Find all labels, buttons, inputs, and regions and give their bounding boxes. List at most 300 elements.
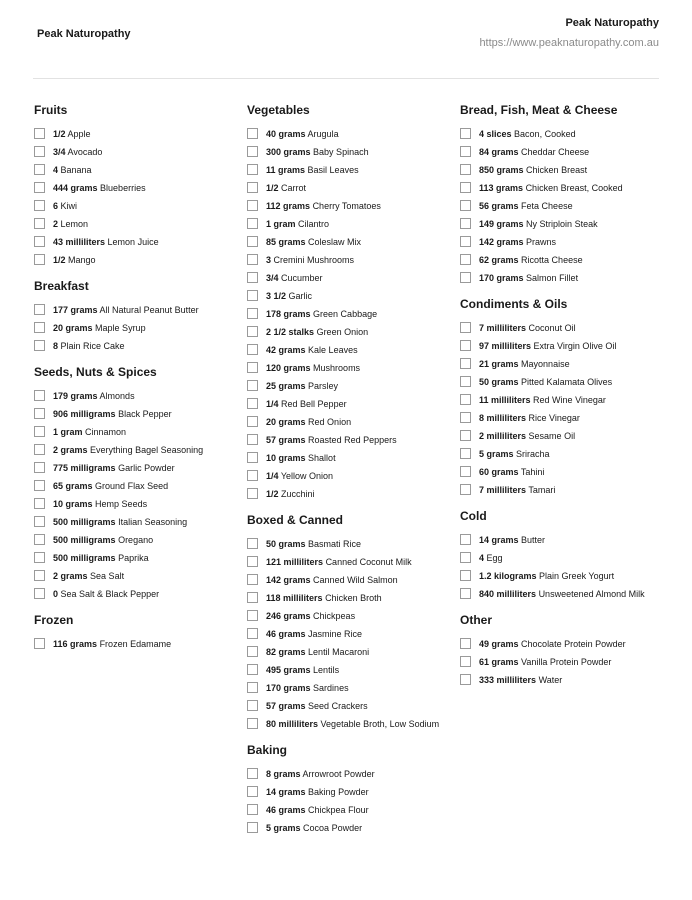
item-text: [266, 254, 354, 266]
section-title: Bread, Fish, Meat & Cheese: [460, 103, 618, 117]
item-name: Chicken Broth: [325, 593, 382, 603]
item-text: [479, 484, 555, 496]
item-name: Sea Salt & Black Pepper: [60, 589, 160, 599]
item-quantity: 49 grams: [479, 639, 519, 649]
item-text: [266, 574, 398, 586]
item-quantity: 65 grams: [53, 481, 93, 491]
list-item: [247, 470, 459, 482]
item-checkbox[interactable]: [34, 146, 45, 157]
item-text: [53, 408, 172, 420]
item-checkbox[interactable]: [247, 682, 258, 693]
item-quantity: 1/2: [53, 129, 66, 139]
item-checkbox[interactable]: [460, 236, 471, 247]
item-checkbox[interactable]: [34, 304, 45, 315]
list-item: [247, 574, 459, 586]
list-item: [247, 218, 459, 230]
item-checkbox[interactable]: [247, 128, 258, 139]
section-title: Breakfast: [34, 279, 89, 293]
item-checkbox[interactable]: [247, 452, 258, 463]
list-item: [460, 552, 665, 564]
item-text: [266, 538, 361, 550]
item-quantity: 500 milligrams: [53, 535, 116, 545]
list-item: [247, 804, 459, 816]
item-checkbox[interactable]: [460, 448, 471, 459]
list-item: [34, 182, 246, 194]
item-checkbox[interactable]: [247, 344, 258, 355]
item-name: Pitted Kalamata Olives: [521, 377, 613, 387]
item-checkbox[interactable]: [247, 362, 258, 373]
item-checkbox[interactable]: [460, 358, 471, 369]
item-name: Red Bell Pepper: [281, 399, 347, 409]
item-checkbox[interactable]: [460, 182, 471, 193]
item-quantity: 2 milliliters: [479, 431, 527, 441]
list-item: [247, 628, 459, 640]
item-name: Parsley: [308, 381, 339, 391]
item-checkbox[interactable]: [34, 340, 45, 351]
item-quantity: 3/4: [53, 147, 66, 157]
item-checkbox[interactable]: [34, 200, 45, 211]
item-text: [53, 128, 91, 140]
item-text: [479, 182, 623, 194]
item-checkbox[interactable]: [460, 322, 471, 333]
item-checkbox[interactable]: [34, 516, 45, 527]
item-text: [53, 218, 88, 230]
header-url[interactable]: https://www.peaknaturopathy.com.au: [479, 37, 659, 49]
list-item: [460, 466, 665, 478]
item-quantity: 121 milliliters: [266, 557, 324, 567]
item-checkbox[interactable]: [34, 534, 45, 545]
item-quantity: 2 grams: [53, 445, 88, 455]
list-item: [460, 412, 665, 424]
list-item: [460, 236, 665, 248]
item-name: Garlic Powder: [118, 463, 175, 473]
item-name: Bacon, Cooked: [514, 129, 576, 139]
item-text: [266, 128, 339, 140]
item-text: [266, 164, 359, 176]
item-quantity: 1/4: [266, 399, 279, 409]
item-checkbox[interactable]: [34, 128, 45, 139]
list-item: [460, 358, 665, 370]
item-text: [266, 218, 329, 230]
list-item: [247, 786, 459, 798]
item-checkbox[interactable]: [247, 218, 258, 229]
header-divider: [33, 78, 659, 79]
list-item: [460, 200, 665, 212]
item-checkbox[interactable]: [247, 768, 258, 779]
item-quantity: 0: [53, 589, 59, 599]
item-name: Oregano: [118, 535, 154, 545]
item-name: Kiwi: [60, 201, 78, 211]
item-checkbox[interactable]: [247, 272, 258, 283]
item-quantity: 40 grams: [266, 129, 306, 139]
section: [460, 103, 665, 284]
item-checkbox[interactable]: [247, 308, 258, 319]
item-name: Jasmine Rice: [308, 629, 363, 639]
item-name: Lentils: [313, 665, 340, 675]
list-item: [247, 718, 459, 730]
item-name: Seed Crackers: [308, 701, 368, 711]
item-quantity: 14 grams: [266, 787, 306, 797]
item-checkbox[interactable]: [460, 430, 471, 441]
list-item: [247, 556, 459, 568]
item-name: Cremini Mushrooms: [273, 255, 355, 265]
list-item: [247, 326, 459, 338]
item-text: [479, 534, 545, 546]
item-quantity: 1/2: [266, 489, 279, 499]
item-quantity: 906 milligrams: [53, 409, 116, 419]
item-checkbox[interactable]: [34, 390, 45, 401]
list-item: [460, 674, 665, 686]
list-item: [34, 200, 246, 212]
item-quantity: 57 grams: [266, 701, 306, 711]
item-checkbox[interactable]: [460, 588, 471, 599]
list-item: [460, 340, 665, 352]
item-quantity: 85 grams: [266, 237, 306, 247]
list-item: [247, 822, 459, 834]
list-item: [247, 398, 459, 410]
item-text: [479, 322, 576, 334]
section-title: Cold: [460, 509, 487, 523]
item-checkbox[interactable]: [34, 322, 45, 333]
item-text: [53, 426, 126, 438]
list-item: [247, 200, 459, 212]
item-text: [266, 362, 360, 374]
item-text: [479, 218, 598, 230]
item-quantity: 97 milliliters: [479, 341, 532, 351]
list-item: [247, 290, 459, 302]
list-item: [460, 128, 665, 140]
section: [460, 613, 665, 686]
item-checkbox[interactable]: [247, 254, 258, 265]
list-item: [34, 304, 246, 316]
item-quantity: 56 grams: [479, 201, 519, 211]
list-item: [34, 218, 246, 230]
item-checkbox[interactable]: [247, 786, 258, 797]
list-item: [460, 376, 665, 388]
item-text: [479, 146, 589, 158]
item-checkbox[interactable]: [247, 380, 258, 391]
item-checkbox[interactable]: [34, 408, 45, 419]
item-name: Tahini: [520, 467, 545, 477]
section-title: Other: [460, 613, 493, 627]
item-checkbox[interactable]: [460, 638, 471, 649]
item-name: Chicken Breast: [526, 165, 588, 175]
item-text: [266, 146, 369, 158]
item-checkbox[interactable]: [460, 254, 471, 265]
item-name: Red Wine Vinegar: [533, 395, 606, 405]
list-item: [34, 444, 246, 456]
item-checkbox[interactable]: [460, 272, 471, 283]
item-checkbox[interactable]: [34, 638, 45, 649]
item-name: Arugula: [307, 129, 339, 139]
item-checkbox[interactable]: [460, 412, 471, 423]
item-name: Mango: [68, 255, 96, 265]
item-checkbox[interactable]: [247, 434, 258, 445]
item-quantity: 170 grams: [266, 683, 311, 693]
item-checkbox[interactable]: [247, 200, 258, 211]
item-text: [479, 412, 580, 424]
item-text: [53, 304, 199, 316]
list-item: [247, 682, 459, 694]
item-text: [266, 768, 375, 780]
item-checkbox[interactable]: [34, 480, 45, 491]
item-text: [479, 340, 616, 352]
item-checkbox[interactable]: [247, 538, 258, 549]
item-checkbox[interactable]: [247, 804, 258, 815]
item-text: [266, 416, 351, 428]
item-quantity: 179 grams: [53, 391, 98, 401]
item-name: Roasted Red Peppers: [308, 435, 397, 445]
item-name: Canned Wild Salmon: [313, 575, 398, 585]
item-text: [53, 182, 146, 194]
item-quantity: 4: [53, 165, 59, 175]
item-quantity: 7 milliliters: [479, 323, 527, 333]
section-title: Seeds, Nuts & Spices: [34, 365, 157, 379]
item-checkbox[interactable]: [460, 340, 471, 351]
item-checkbox[interactable]: [247, 592, 258, 603]
item-name: Chickpeas: [313, 611, 356, 621]
item-text: [53, 254, 96, 266]
item-checkbox[interactable]: [247, 146, 258, 157]
column-1: [34, 103, 246, 663]
list-item: [34, 146, 246, 158]
item-name: Ny Striploin Steak: [526, 219, 598, 229]
item-checkbox[interactable]: [460, 674, 471, 685]
item-text: [53, 552, 149, 564]
section-title: Baking: [247, 743, 288, 757]
item-quantity: 246 grams: [266, 611, 311, 621]
item-name: Basmati Rice: [308, 539, 362, 549]
item-name: Green Onion: [316, 327, 369, 337]
item-name: Zucchini: [281, 489, 315, 499]
item-quantity: 7 milliliters: [479, 485, 527, 495]
list-item: [34, 128, 246, 140]
item-name: Salmon Fillet: [526, 273, 579, 283]
item-checkbox[interactable]: [460, 484, 471, 495]
item-name: Baking Powder: [308, 787, 369, 797]
list-item: [460, 656, 665, 668]
section: [34, 103, 246, 266]
header-info: [479, 17, 659, 49]
item-text: [479, 200, 573, 212]
list-item: [34, 236, 246, 248]
item-name: Unsweetened Almond Milk: [538, 589, 645, 599]
item-name: Chicken Breast, Cooked: [525, 183, 623, 193]
item-name: Mayonnaise: [521, 359, 570, 369]
item-text: [53, 200, 77, 212]
item-name: Garlic: [288, 291, 313, 301]
item-checkbox[interactable]: [34, 218, 45, 229]
item-checkbox[interactable]: [247, 470, 258, 481]
item-name: Canned Coconut Milk: [325, 557, 412, 567]
item-checkbox[interactable]: [460, 534, 471, 545]
item-quantity: 50 grams: [479, 377, 519, 387]
item-name: Banana: [60, 165, 92, 175]
item-checkbox[interactable]: [460, 200, 471, 211]
item-checkbox[interactable]: [460, 376, 471, 387]
item-checkbox[interactable]: [34, 236, 45, 247]
item-checkbox[interactable]: [460, 218, 471, 229]
item-text: [53, 444, 203, 456]
item-name: Maple Syrup: [95, 323, 146, 333]
item-text: [53, 516, 187, 528]
item-checkbox[interactable]: [247, 610, 258, 621]
item-quantity: 178 grams: [266, 309, 311, 319]
item-name: Paprika: [118, 553, 149, 563]
item-checkbox[interactable]: [34, 444, 45, 455]
item-checkbox[interactable]: [460, 164, 471, 175]
item-checkbox[interactable]: [247, 164, 258, 175]
item-checkbox[interactable]: [247, 290, 258, 301]
item-text: [479, 656, 611, 668]
item-quantity: 120 grams: [266, 363, 311, 373]
item-text: [266, 236, 361, 248]
item-checkbox[interactable]: [247, 718, 258, 729]
item-checkbox[interactable]: [34, 552, 45, 563]
item-name: Extra Virgin Olive Oil: [533, 341, 617, 351]
item-text: [53, 164, 92, 176]
list-item: [247, 452, 459, 464]
item-checkbox[interactable]: [34, 254, 45, 265]
item-name: Cucumber: [281, 273, 323, 283]
item-text: [479, 358, 570, 370]
column-2: [247, 103, 459, 847]
list-item: [34, 638, 246, 650]
item-checkbox[interactable]: [34, 570, 45, 581]
item-name: Egg: [486, 553, 503, 563]
item-name: Lemon: [60, 219, 89, 229]
item-quantity: 8 grams: [266, 769, 301, 779]
item-name: Everything Bagel Seasoning: [90, 445, 204, 455]
item-quantity: 21 grams: [479, 359, 519, 369]
item-checkbox[interactable]: [247, 182, 258, 193]
list-item: [247, 146, 459, 158]
item-quantity: 333 milliliters: [479, 675, 537, 685]
item-checkbox[interactable]: [247, 822, 258, 833]
item-quantity: 1 gram: [53, 427, 83, 437]
item-checkbox[interactable]: [460, 552, 471, 563]
list-item: [247, 380, 459, 392]
item-name: Cilantro: [298, 219, 330, 229]
item-name: Sea Salt: [90, 571, 125, 581]
list-item: [247, 416, 459, 428]
item-name: Chickpea Flour: [308, 805, 369, 815]
item-text: [479, 430, 575, 442]
item-quantity: 142 grams: [479, 237, 524, 247]
item-checkbox[interactable]: [247, 574, 258, 585]
item-name: Hemp Seeds: [95, 499, 148, 509]
item-quantity: 177 grams: [53, 305, 98, 315]
item-text: [266, 786, 369, 798]
item-checkbox[interactable]: [34, 498, 45, 509]
list-item: [460, 146, 665, 158]
item-quantity: 112 grams: [266, 201, 311, 211]
list-item: [460, 254, 665, 266]
item-checkbox[interactable]: [247, 664, 258, 675]
item-name: Cheddar Cheese: [521, 147, 590, 157]
item-text: [479, 466, 544, 478]
item-text: [479, 674, 562, 686]
item-checkbox[interactable]: [247, 398, 258, 409]
item-checkbox[interactable]: [460, 128, 471, 139]
item-quantity: 11 grams: [266, 165, 306, 175]
item-checkbox[interactable]: [247, 646, 258, 657]
item-checkbox[interactable]: [247, 326, 258, 337]
item-text: [266, 326, 368, 338]
item-text: [53, 462, 175, 474]
item-quantity: 300 grams: [266, 147, 311, 157]
item-name: Coconut Oil: [528, 323, 576, 333]
item-checkbox[interactable]: [460, 466, 471, 477]
list-item: [460, 484, 665, 496]
item-quantity: 80 milliliters: [266, 719, 319, 729]
item-text: [479, 552, 503, 564]
item-name: All Natural Peanut Butter: [99, 305, 199, 315]
list-item: [34, 462, 246, 474]
item-checkbox[interactable]: [247, 628, 258, 639]
item-quantity: 2 grams: [53, 571, 88, 581]
item-checkbox[interactable]: [34, 182, 45, 193]
section: [34, 365, 246, 600]
item-checkbox[interactable]: [247, 488, 258, 499]
list-item: [247, 488, 459, 500]
item-checkbox[interactable]: [460, 394, 471, 405]
item-quantity: 11 milliliters: [479, 395, 531, 405]
list-item: [34, 390, 246, 402]
list-item: [247, 700, 459, 712]
item-checkbox[interactable]: [34, 462, 45, 473]
item-name: Arrowroot Powder: [302, 769, 375, 779]
list-item: [34, 426, 246, 438]
item-text: [479, 128, 576, 140]
item-name: Sriracha: [516, 449, 550, 459]
list-item: [34, 408, 246, 420]
item-name: Ground Flax Seed: [95, 481, 169, 491]
item-checkbox[interactable]: [247, 700, 258, 711]
item-quantity: 10 grams: [266, 453, 306, 463]
list-item: [247, 768, 459, 780]
item-checkbox[interactable]: [34, 164, 45, 175]
item-checkbox[interactable]: [460, 570, 471, 581]
brand-name: Peak Naturopathy: [37, 28, 131, 40]
item-checkbox[interactable]: [34, 588, 45, 599]
item-name: Black Pepper: [118, 409, 172, 419]
item-quantity: 775 milligrams: [53, 463, 116, 473]
item-checkbox[interactable]: [247, 236, 258, 247]
item-quantity: 60 grams: [479, 467, 519, 477]
item-checkbox[interactable]: [247, 556, 258, 567]
item-quantity: 3: [266, 255, 272, 265]
item-checkbox[interactable]: [460, 146, 471, 157]
item-quantity: 42 grams: [266, 345, 306, 355]
item-text: [479, 236, 556, 248]
header-title: Peak Naturopathy: [565, 17, 659, 29]
item-checkbox[interactable]: [247, 416, 258, 427]
item-name: Water: [538, 675, 563, 685]
item-name: Ricotta Cheese: [521, 255, 583, 265]
list-item: [34, 254, 246, 266]
item-quantity: 25 grams: [266, 381, 306, 391]
list-item: [247, 362, 459, 374]
item-quantity: 50 grams: [266, 539, 306, 549]
item-quantity: 118 milliliters: [266, 593, 323, 603]
list-item: [247, 538, 459, 550]
list-item: [34, 552, 246, 564]
item-checkbox[interactable]: [34, 426, 45, 437]
list-item: [247, 164, 459, 176]
item-checkbox[interactable]: [460, 656, 471, 667]
item-name: Avocado: [67, 147, 103, 157]
